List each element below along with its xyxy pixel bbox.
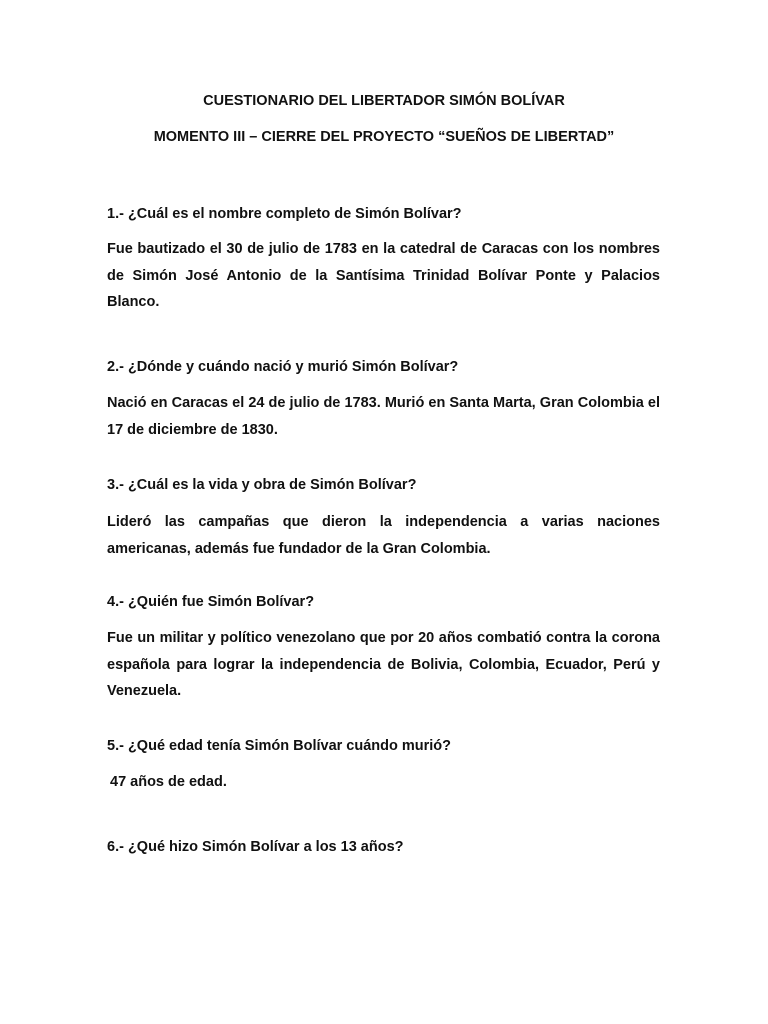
question-4: 4.- ¿Quién fue Simón Bolívar?: [107, 594, 315, 610]
answer-5: 47 años de edad.: [110, 774, 227, 790]
answer-3: Lideró las campañas que dieron la independencia a varias naciones americanas, además fue fundador de la Gran Colombia.: [107, 514, 660, 557]
answer-1: Fue bautizado el 30 de julio de 1783 en la catedral de Caracas con los nombres de Simón José Antonio de la Santísima Trinidad Bolívar Ponte y Palacios Blanco.: [107, 241, 660, 310]
answer-4: Fue un militar y político venezolano que por 20 años combatió contra la corona española para lograr la independencia de Bolivia, Colombia, Ecuador, Perú y Venezuela.: [107, 630, 660, 699]
question-6: 6.- ¿Qué hizo Simón Bolívar a los 13 años?: [107, 839, 404, 855]
question-1: 1.- ¿Cuál es el nombre completo de Simón Bolívar?: [107, 206, 462, 222]
question-3: 3.- ¿Cuál es la vida y obra de Simón Bolívar?: [107, 477, 417, 493]
document-subtitle: MOMENTO III – CIERRE DEL PROYECTO “SUEÑOS DE LIBERTAD”: [153, 129, 615, 145]
answer-2: Nació en Caracas el 24 de julio de 1783. Murió en Santa Marta, Gran Colombia el 17 de diciembre de 1830.: [107, 395, 660, 438]
question-2: 2.- ¿Dónde y cuándo nació y murió Simón Bolívar?: [107, 359, 459, 375]
question-5: 5.- ¿Qué edad tenía Simón Bolívar cuándo murió?: [107, 738, 452, 754]
document-title: CUESTIONARIO DEL LIBERTADOR SIMÓN BOLÍVAR: [203, 93, 565, 109]
